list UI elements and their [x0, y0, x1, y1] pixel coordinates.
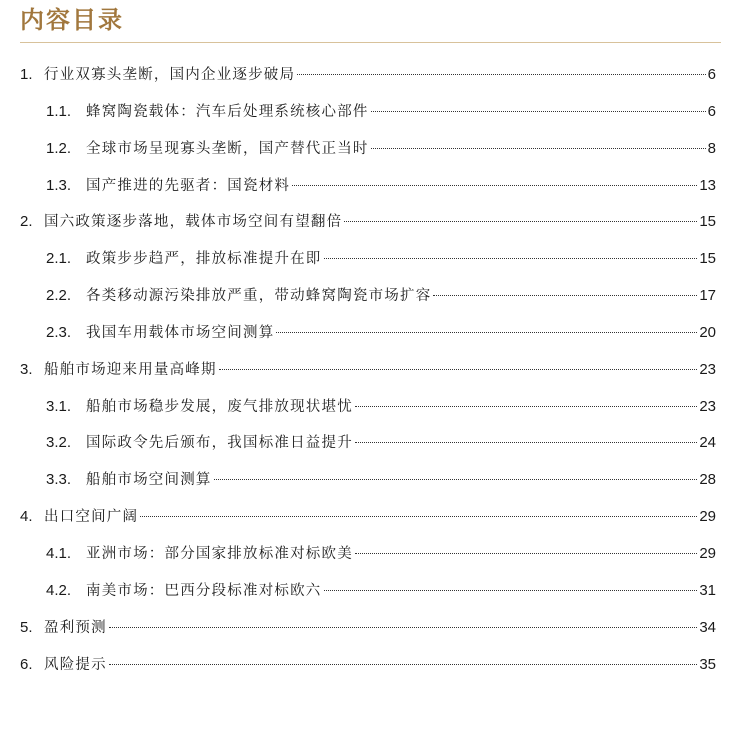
toc-subsection-entry[interactable] [20, 131, 716, 168]
entry-title: 政策步步趋严，排放标准提升在即 [86, 251, 322, 268]
entry-title: 蜂窝陶瓷载体：汽车后处理系统核心部件 [86, 103, 369, 120]
entry-page-number: 31 [699, 581, 716, 599]
dot-leader [109, 627, 698, 628]
dot-leader [297, 74, 705, 75]
toc-list [20, 57, 716, 683]
dot-leader [371, 111, 706, 112]
entry-title: 行业双寡头垄断，国内企业逐步破局 [44, 67, 296, 83]
toc-section-entry[interactable] [20, 352, 716, 389]
entry-title: 国六政策逐步落地，载体市场空间有望翻倍 [44, 214, 343, 231]
dot-leader [355, 442, 697, 443]
entry-number: 1.2. [46, 139, 72, 157]
heading-divider [20, 42, 721, 43]
entry-number: 3. [20, 360, 33, 378]
entry-page-number: 23 [699, 360, 716, 378]
entry-page-number: 13 [699, 176, 716, 194]
toc-subsection-entry[interactable] [20, 94, 716, 131]
toc-subsection-entry[interactable] [20, 278, 716, 315]
entry-number: 2.2. [46, 287, 72, 305]
toc-section-entry[interactable] [20, 204, 716, 241]
entry-page-number: 17 [699, 287, 716, 305]
entry-number: 2.1. [46, 250, 72, 268]
toc-heading: 内容目录 [20, 6, 124, 34]
dot-leader [433, 295, 697, 296]
entry-title: 船舶市场稳步发展，废气排放现状堪忧 [86, 398, 353, 415]
entry-page-number: 6 [707, 66, 716, 83]
dot-leader [109, 664, 698, 665]
entry-page-number: 29 [699, 544, 716, 562]
entry-title: 出口空间广阔 [44, 509, 139, 526]
toc-subsection-entry[interactable] [20, 241, 716, 278]
entry-number: 4. [20, 508, 33, 526]
entry-title: 国际政令先后颁布，我国标准日益提升 [86, 435, 353, 452]
entry-title: 船舶市场迎来用量高峰期 [44, 361, 217, 378]
entry-title: 我国车用载体市场空间测算 [86, 324, 275, 341]
entry-number: 6. [20, 655, 33, 673]
entry-number: 4.2. [46, 581, 72, 599]
entry-number: 1.3. [46, 176, 72, 194]
entry-title: 南美市场：巴西分段标准对标欧六 [86, 582, 322, 599]
toc-section-entry[interactable] [20, 610, 716, 647]
toc-section-entry[interactable] [20, 499, 716, 536]
entry-number: 1. [20, 66, 33, 83]
entry-number: 3.2. [46, 434, 72, 452]
dot-leader [324, 258, 698, 259]
dot-leader [355, 553, 697, 554]
entry-page-number: 8 [707, 139, 716, 157]
toc-section-entry[interactable] [20, 647, 716, 684]
dot-leader [219, 369, 698, 370]
toc-subsection-entry[interactable] [20, 389, 716, 426]
toc-subsection-entry[interactable] [20, 425, 716, 462]
entry-number: 3.3. [46, 471, 72, 489]
toc-subsection-entry[interactable] [20, 573, 716, 610]
entry-title: 各类移动源污染排放严重，带动蜂窝陶瓷市场扩容 [86, 288, 432, 305]
entry-number: 4.1. [46, 544, 72, 562]
dot-leader [324, 590, 698, 591]
toc-subsection-entry[interactable] [20, 315, 716, 352]
entry-page-number: 15 [699, 213, 716, 231]
entry-page-number: 6 [707, 102, 716, 120]
entry-number: 2. [20, 213, 33, 231]
dot-leader [214, 479, 698, 480]
entry-number: 2.3. [46, 323, 72, 341]
dot-leader [344, 221, 697, 222]
entry-number: 5. [20, 618, 33, 636]
entry-number: 3.1. [46, 397, 72, 415]
entry-page-number: 35 [699, 655, 716, 673]
entry-number: 1.1. [46, 102, 72, 120]
entry-page-number: 20 [699, 323, 716, 341]
toc-section-entry[interactable] [20, 57, 716, 94]
entry-title: 风险提示 [44, 656, 107, 673]
entry-title: 亚洲市场：部分国家排放标准对标欧美 [86, 545, 353, 562]
entry-page-number: 24 [699, 434, 716, 452]
entry-title: 盈利预测 [44, 619, 107, 636]
toc-subsection-entry[interactable] [20, 462, 716, 499]
dot-leader [355, 406, 697, 407]
entry-title: 全球市场呈现寡头垄断，国产替代正当时 [86, 140, 369, 157]
dot-leader [292, 185, 697, 186]
toc-subsection-entry[interactable] [20, 536, 716, 573]
dot-leader [371, 148, 706, 149]
toc-subsection-entry[interactable] [20, 168, 716, 205]
entry-page-number: 15 [699, 250, 716, 268]
entry-title: 国产推进的先驱者：国瓷材料 [86, 177, 291, 194]
entry-page-number: 29 [699, 508, 716, 526]
entry-page-number: 34 [699, 618, 716, 636]
dot-leader [140, 516, 697, 517]
entry-page-number: 23 [699, 397, 716, 415]
dot-leader [276, 332, 697, 333]
entry-title: 船舶市场空间测算 [86, 472, 212, 489]
entry-page-number: 28 [699, 471, 716, 489]
